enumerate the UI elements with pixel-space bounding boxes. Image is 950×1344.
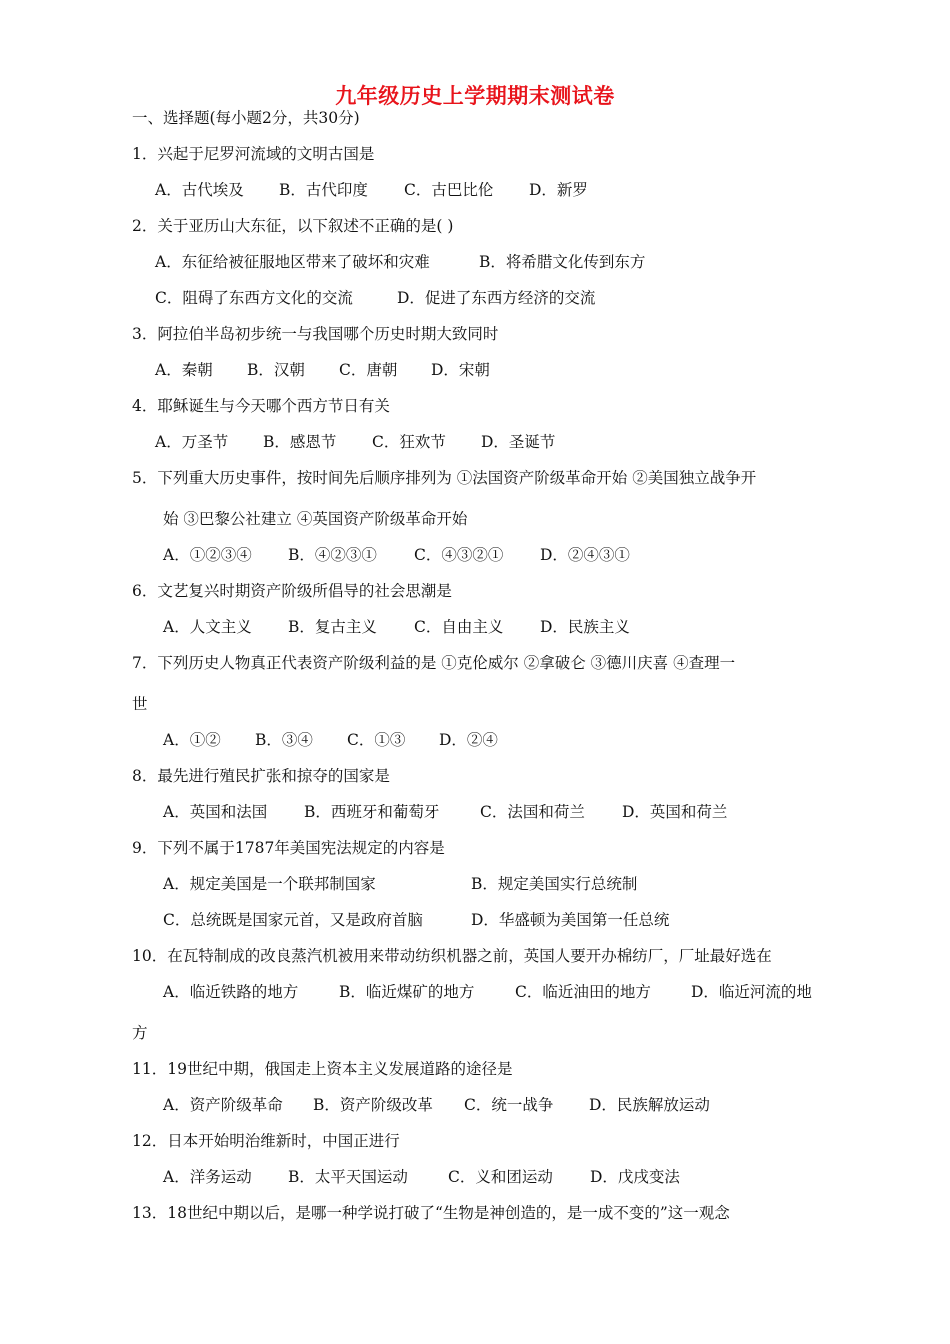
- option-c: C．狂欢节: [372, 433, 446, 451]
- option-a: A．资产阶级革命: [163, 1096, 283, 1114]
- question-4-stem: 4．耶稣诞生与今天哪个西方节日有关: [132, 397, 390, 415]
- question-1-stem: 1．兴起于尼罗河流域的文明古国是: [132, 145, 375, 163]
- option-d: D．戊戌变法: [590, 1168, 680, 1186]
- option-b: B．资产阶级改革: [313, 1096, 433, 1114]
- option-a: A．人文主义: [163, 618, 252, 636]
- question-8-options: [163, 802, 727, 822]
- question-3-options: [155, 360, 490, 380]
- option-c: C．唐朝: [339, 361, 398, 379]
- option-b: B．感恩节: [263, 433, 337, 451]
- option-c: C．阻碍了东西方文化的交流: [155, 289, 353, 307]
- question-13-stem: 13．18世纪中期以后，是哪一种学说打破了“生物是神创造的，是一成不变的”这一观念: [132, 1204, 730, 1222]
- option-d: D．促进了东西方经济的交流: [397, 289, 596, 307]
- option-c: C．义和团运动: [448, 1168, 553, 1186]
- option-d: D．华盛顿为美国第一任总统: [471, 911, 670, 929]
- option-c: C．临近油田的地方: [515, 983, 651, 1001]
- option-d: D．②④: [439, 731, 498, 749]
- question-11-options: [163, 1095, 710, 1115]
- option-c: C．总统既是国家元首，又是政府首脑: [163, 911, 423, 929]
- question-8-stem: 8．最先进行殖民扩张和掠夺的国家是: [132, 767, 390, 785]
- option-b: B．太平天国运动: [288, 1168, 408, 1186]
- option-d: D．民族主义: [540, 618, 630, 636]
- option-a: A．①②: [163, 731, 221, 749]
- option-b: B．临近煤矿的地方: [339, 983, 475, 1001]
- option-d: D．民族解放运动: [589, 1096, 710, 1114]
- option-a: A．临近铁路的地方: [163, 983, 299, 1001]
- question-1-options: [155, 180, 588, 200]
- option-b: B．③④: [255, 731, 313, 749]
- question-7-stem-cont: 世: [132, 695, 148, 713]
- option-d: D．英国和荷兰: [622, 803, 728, 821]
- question-3-stem: 3．阿拉伯半岛初步统一与我国哪个历史时期大致同时: [132, 325, 499, 343]
- option-b: B．将希腊文化传到东方: [479, 253, 646, 271]
- option-c: C．法国和荷兰: [480, 803, 585, 821]
- option-c: C．①③: [347, 731, 406, 749]
- question-5-options: [163, 545, 630, 565]
- question-10-options: [163, 982, 812, 1002]
- option-a: A．英国和法国: [163, 803, 268, 821]
- option-a: A．秦朝: [155, 361, 213, 379]
- question-9-options-row1: [163, 874, 637, 894]
- question-7-options: [163, 730, 498, 750]
- question-7-stem: 7．下列历史人物真正代表资产阶级利益的是 ①克伦威尔 ②拿破仑 ③德川庆喜 ④查理一: [132, 654, 736, 672]
- option-a: A．①②③④: [163, 546, 252, 564]
- option-d: D．②④③①: [540, 546, 630, 564]
- question-10-stem: 10．在瓦特制成的改良蒸汽机被用来带动纺织机器之前，英国人要开办棉纺厂，厂址最好选在: [132, 947, 772, 965]
- option-a: A．规定美国是一个联邦制国家: [163, 875, 376, 893]
- question-5-stem: 5．下列重大历史事件，按时间先后顺序排列为 ①法国资产阶级革命开始 ②美国独立战争开: [132, 469, 757, 487]
- question-12-stem: 12．日本开始明治维新时，中国正进行: [132, 1132, 400, 1150]
- option-b: B．古代印度: [279, 181, 368, 199]
- question-6-stem: 6．文艺复兴时期资产阶级所倡导的社会思潮是: [132, 582, 452, 600]
- question-4-options: [155, 432, 555, 452]
- question-2-options-row1: [155, 252, 645, 272]
- section-heading: 一、选择题(每小题2分，共30分): [132, 109, 360, 127]
- question-11-stem: 11．19世纪中期，俄国走上资本主义发展道路的途径是: [132, 1060, 513, 1078]
- option-b: B．汉朝: [247, 361, 305, 379]
- question-2-stem: 2．关于亚历山大东征，以下叙述不正确的是( ): [132, 217, 454, 235]
- option-b: B．规定美国实行总统制: [471, 875, 638, 893]
- question-2-options-row2: [155, 288, 595, 308]
- option-c: C．自由主义: [414, 618, 504, 636]
- page-title: 九年级历史上学期期末测试卷: [335, 83, 615, 108]
- option-a: A．万圣节: [155, 433, 229, 451]
- option-a: A．洋务运动: [163, 1168, 252, 1186]
- question-5-stem-cont: 始 ③巴黎公社建立 ④英国资产阶级革命开始: [163, 510, 468, 528]
- question-12-options: [163, 1167, 680, 1187]
- option-d: D．圣诞节: [481, 433, 556, 451]
- option-b: B．西班牙和葡萄牙: [304, 803, 440, 821]
- option-d: D．新罗: [529, 181, 588, 199]
- option-b: B．复古主义: [288, 618, 377, 636]
- option-a: A．古代埃及: [155, 181, 244, 199]
- option-c: C．古巴比伦: [404, 181, 494, 199]
- option-b: B．④②③①: [288, 546, 377, 564]
- option-a: A．东征给被征服地区带来了破坏和灾难: [155, 253, 430, 271]
- option-d: D．宋朝: [431, 361, 490, 379]
- question-9-stem: 9．下列不属于1787年美国宪法规定的内容是: [132, 839, 445, 857]
- option-c: C．统一战争: [464, 1096, 554, 1114]
- question-6-options: [163, 617, 630, 637]
- question-9-options-row2: [163, 910, 669, 930]
- question-10-option-d-cont: 方: [132, 1024, 148, 1042]
- option-d: D．临近河流的地: [691, 983, 812, 1001]
- option-c: C．④③②①: [414, 546, 504, 564]
